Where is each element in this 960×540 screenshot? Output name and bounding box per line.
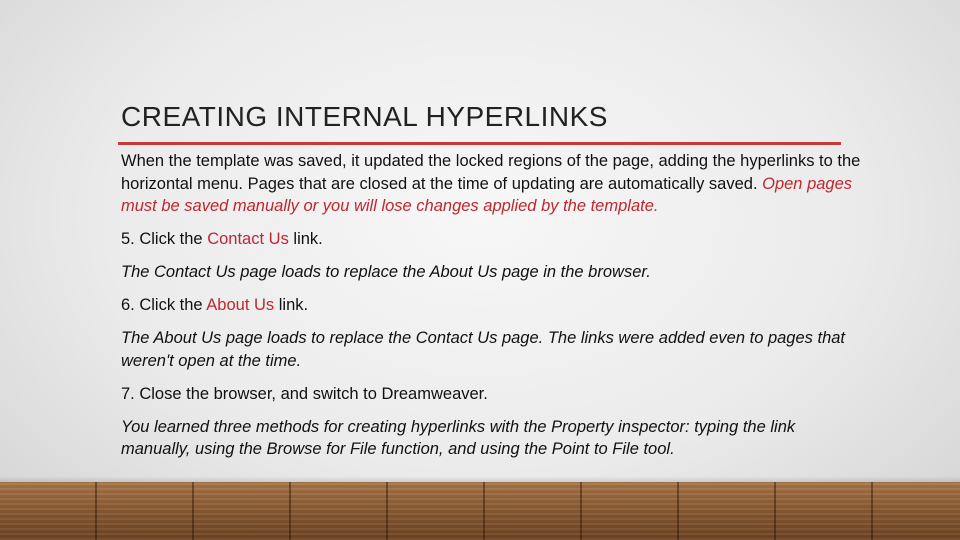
step-6	[121, 294, 866, 317]
paragraph-template-saved	[121, 150, 866, 218]
summary-paragraph: You learned three methods for creating hyperlinks with the Property inspector: typing the link manually, using the Browse for File function, and using the Point to File tool.	[121, 417, 796, 458]
step-6-result: The About Us page loads to replace the Contact Us page. The links were added even to pages that weren't open at the time.	[121, 329, 846, 370]
warning-emphasis: Open pages must be saved manually or you will lose changes applied by the template.	[121, 174, 853, 215]
step-5-before: 5. Click the	[121, 230, 208, 248]
step-7: 7. Close the browser, and switch to Dreamweaver.	[121, 384, 488, 403]
slide-title: CREATING INTERNAL HYPERLINKS	[121, 101, 608, 132]
slide-body	[121, 150, 866, 471]
step-5	[121, 228, 866, 251]
step-6-before: 6. Click the	[121, 296, 207, 314]
step-6-after: link.	[274, 296, 309, 314]
title-underline-rule	[118, 142, 841, 145]
step-5-result: The Contact Us page loads to replace the About Us page in the browser.	[121, 263, 651, 281]
about-us-link-text: About Us	[206, 296, 275, 314]
wood-floor-background	[0, 482, 960, 540]
paragraph-text: When the template was saved, it updated the locked regions of the page, adding the hyperlinks to the horizontal menu. Pages that are closed at the time of updating are automatically saved.	[121, 152, 861, 193]
contact-us-link-text: Contact Us	[207, 230, 289, 248]
step-5-after: link.	[288, 230, 323, 248]
